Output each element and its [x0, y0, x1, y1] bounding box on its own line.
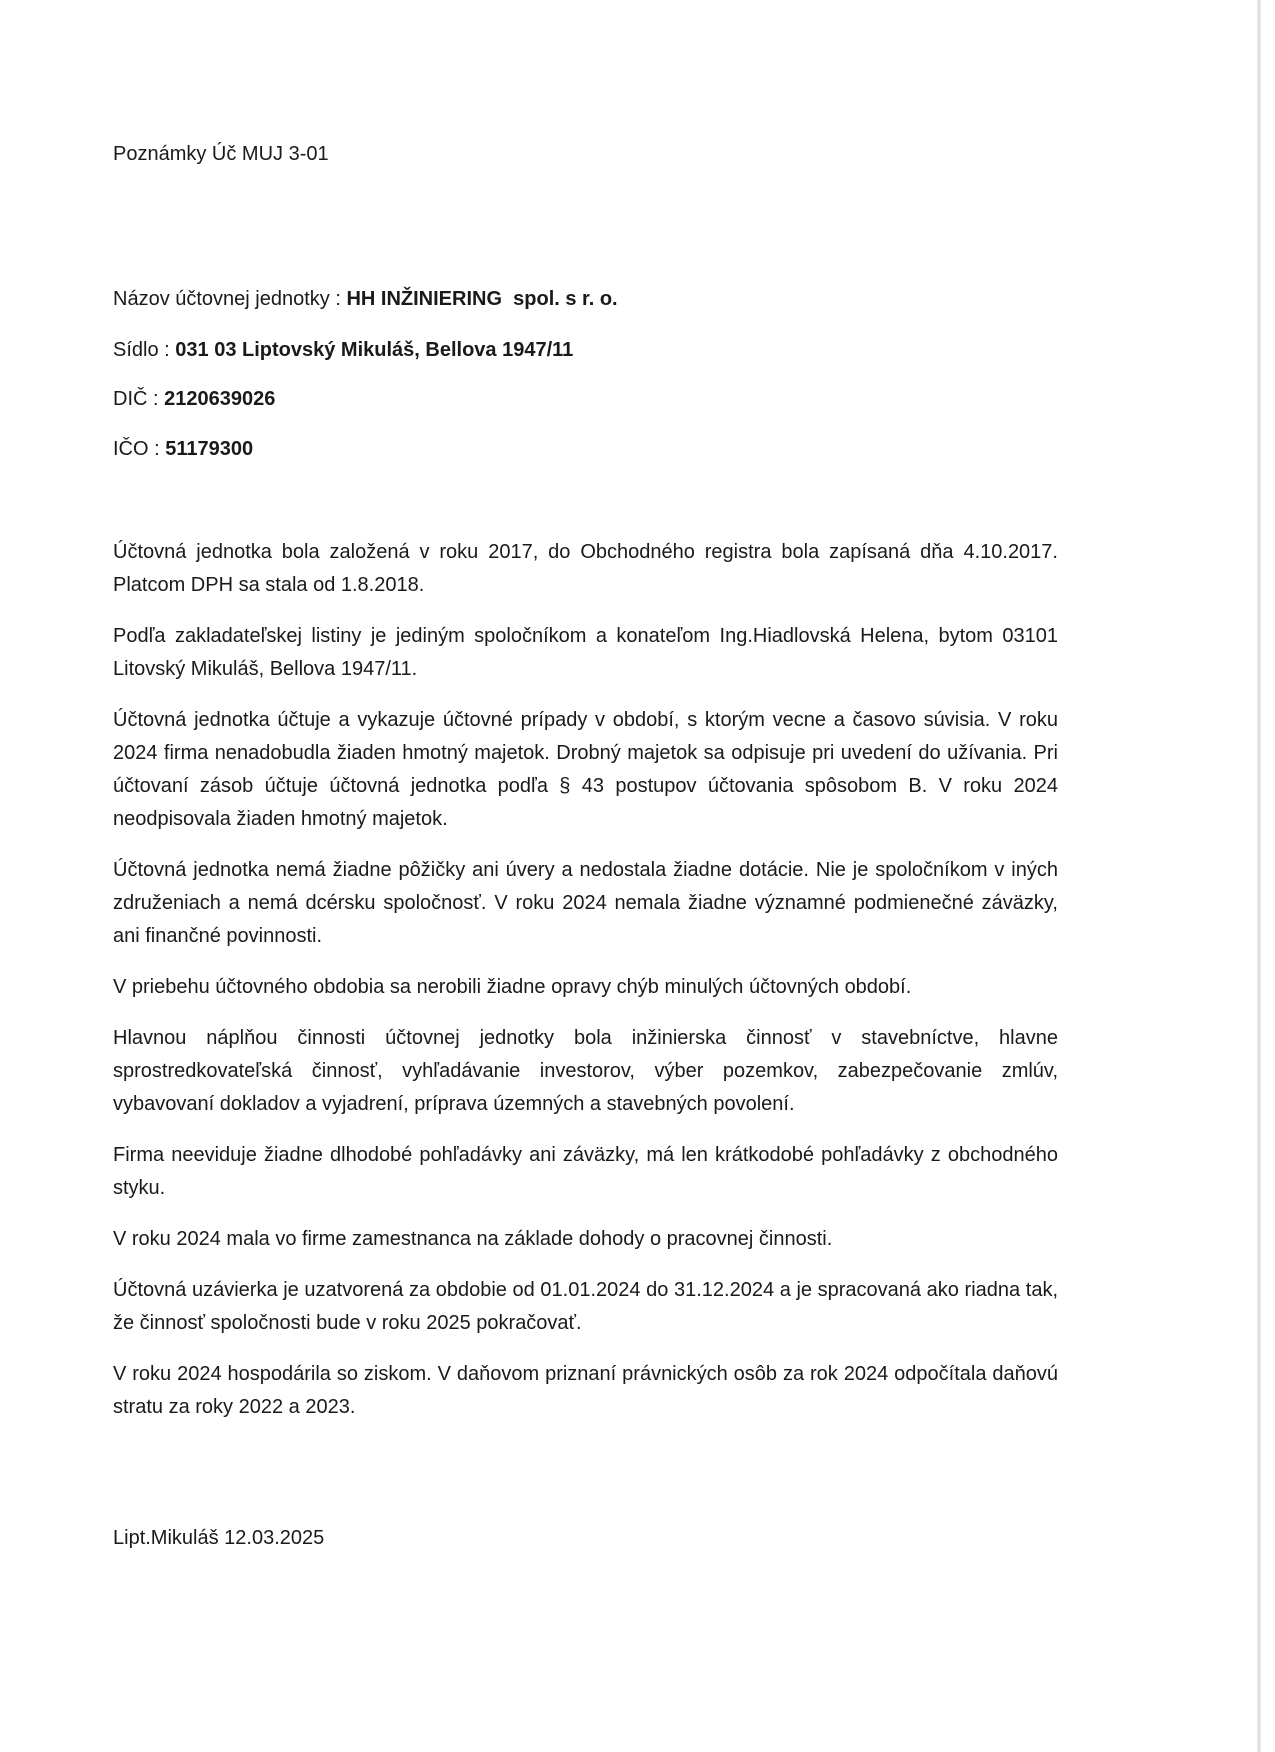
- entity-name-label: Názov účtovnej jednotky :: [113, 288, 347, 310]
- paragraph: Firma neeviduje žiadne dlhodobé pohľadávky ani záväzky, má len krátkodobé pohľadávky z obchodného styku.: [113, 1144, 1058, 1199]
- document-header: Poznámky Úč MUJ 3-01: [113, 143, 329, 165]
- entity-name-value: HH INŽINIERING spol. s r. o.: [346, 288, 618, 310]
- paragraph: V roku 2024 hospodárila so ziskom. V daňovom priznaní právnických osôb za rok 2024 odpočítala daňovú stratu za roky 2022 a 2023.: [113, 1363, 1058, 1418]
- dic-label: DIČ :: [113, 388, 165, 410]
- paragraph: V roku 2024 mala vo firme zamestnanca na základe dohody o pracovnej činnosti.: [113, 1228, 833, 1250]
- dic-row: [113, 387, 275, 411]
- dic-value: 2120639026: [164, 388, 276, 410]
- paragraph: Účtovná uzávierka je uzatvorená za obdobie od 01.01.2024 do 31.12.2024 a je spracovaná ako riadna tak, že činnosť spoločnosti bude v roku 2025 pokračovať.: [113, 1279, 1058, 1334]
- seat-label: Sídlo :: [113, 339, 176, 361]
- place-date: Lipt.Mikuláš 12.03.2025: [113, 1527, 325, 1549]
- paragraph: Účtovná jednotka nemá žiadne pôžičky ani úvery a nedostala žiadne dotácie. Nie je spoločníkom v iných združeniach a nemá dcérsku spoločnosť. V roku 2024 nemala žiadne významné podmienečné záväzky, ani finančné povinnosti.: [113, 859, 1058, 947]
- document-body: [113, 536, 1058, 1442]
- paragraph: V priebehu účtovného obdobia sa nerobili žiadne opravy chýb minulých účtovných období.: [113, 976, 912, 998]
- scan-edge-shadow: [1257, 0, 1261, 1752]
- ico-value: 51179300: [165, 438, 254, 460]
- ico-label: IČO :: [113, 438, 166, 460]
- paragraph: Účtovná jednotka bola založená v roku 2017, do Obchodného registra bola zapísaná dňa 4.10.2017. Platcom DPH sa stala od 1.8.2018.: [113, 541, 1058, 596]
- paragraph: Hlavnou náplňou činnosti účtovnej jednotky bola inžinierska činnosť v stavebníctve, hlavne sprostredkovateľská činnosť, vyhľadávanie investorov, výber pozemkov, zabezpečovanie zmlúv, vybavovaní dokladov a vyjadrení, príprava územných a stavebných povolení.: [113, 1027, 1058, 1115]
- paragraph: Účtovná jednotka účtuje a vykazuje účtovné prípady v období, s ktorým vecne a časovo súvisia. V roku 2024 firma nenadobudla žiaden hmotný majetok. Drobný majetok sa odpisuje pri uvedení do užívania. Pri účtovaní zásob účtuje účtovná jednotka podľa § 43 postupov účtovania spôsobom B. V roku 2024 neodpisovala žiaden hmotný majetok.: [113, 709, 1058, 830]
- paragraph: Podľa zakladateľskej listiny je jediným spoločníkom a konateľom Ing.Hiadlovská Helena, bytom 03101 Litovský Mikuláš, Bellova 1947/11.: [113, 625, 1058, 680]
- entity-name-row: [113, 287, 618, 311]
- ico-row: [113, 437, 253, 461]
- seat-row: [113, 338, 573, 362]
- seat-value: 031 03 Liptovský Mikuláš, Bellova 1947/11: [175, 339, 574, 361]
